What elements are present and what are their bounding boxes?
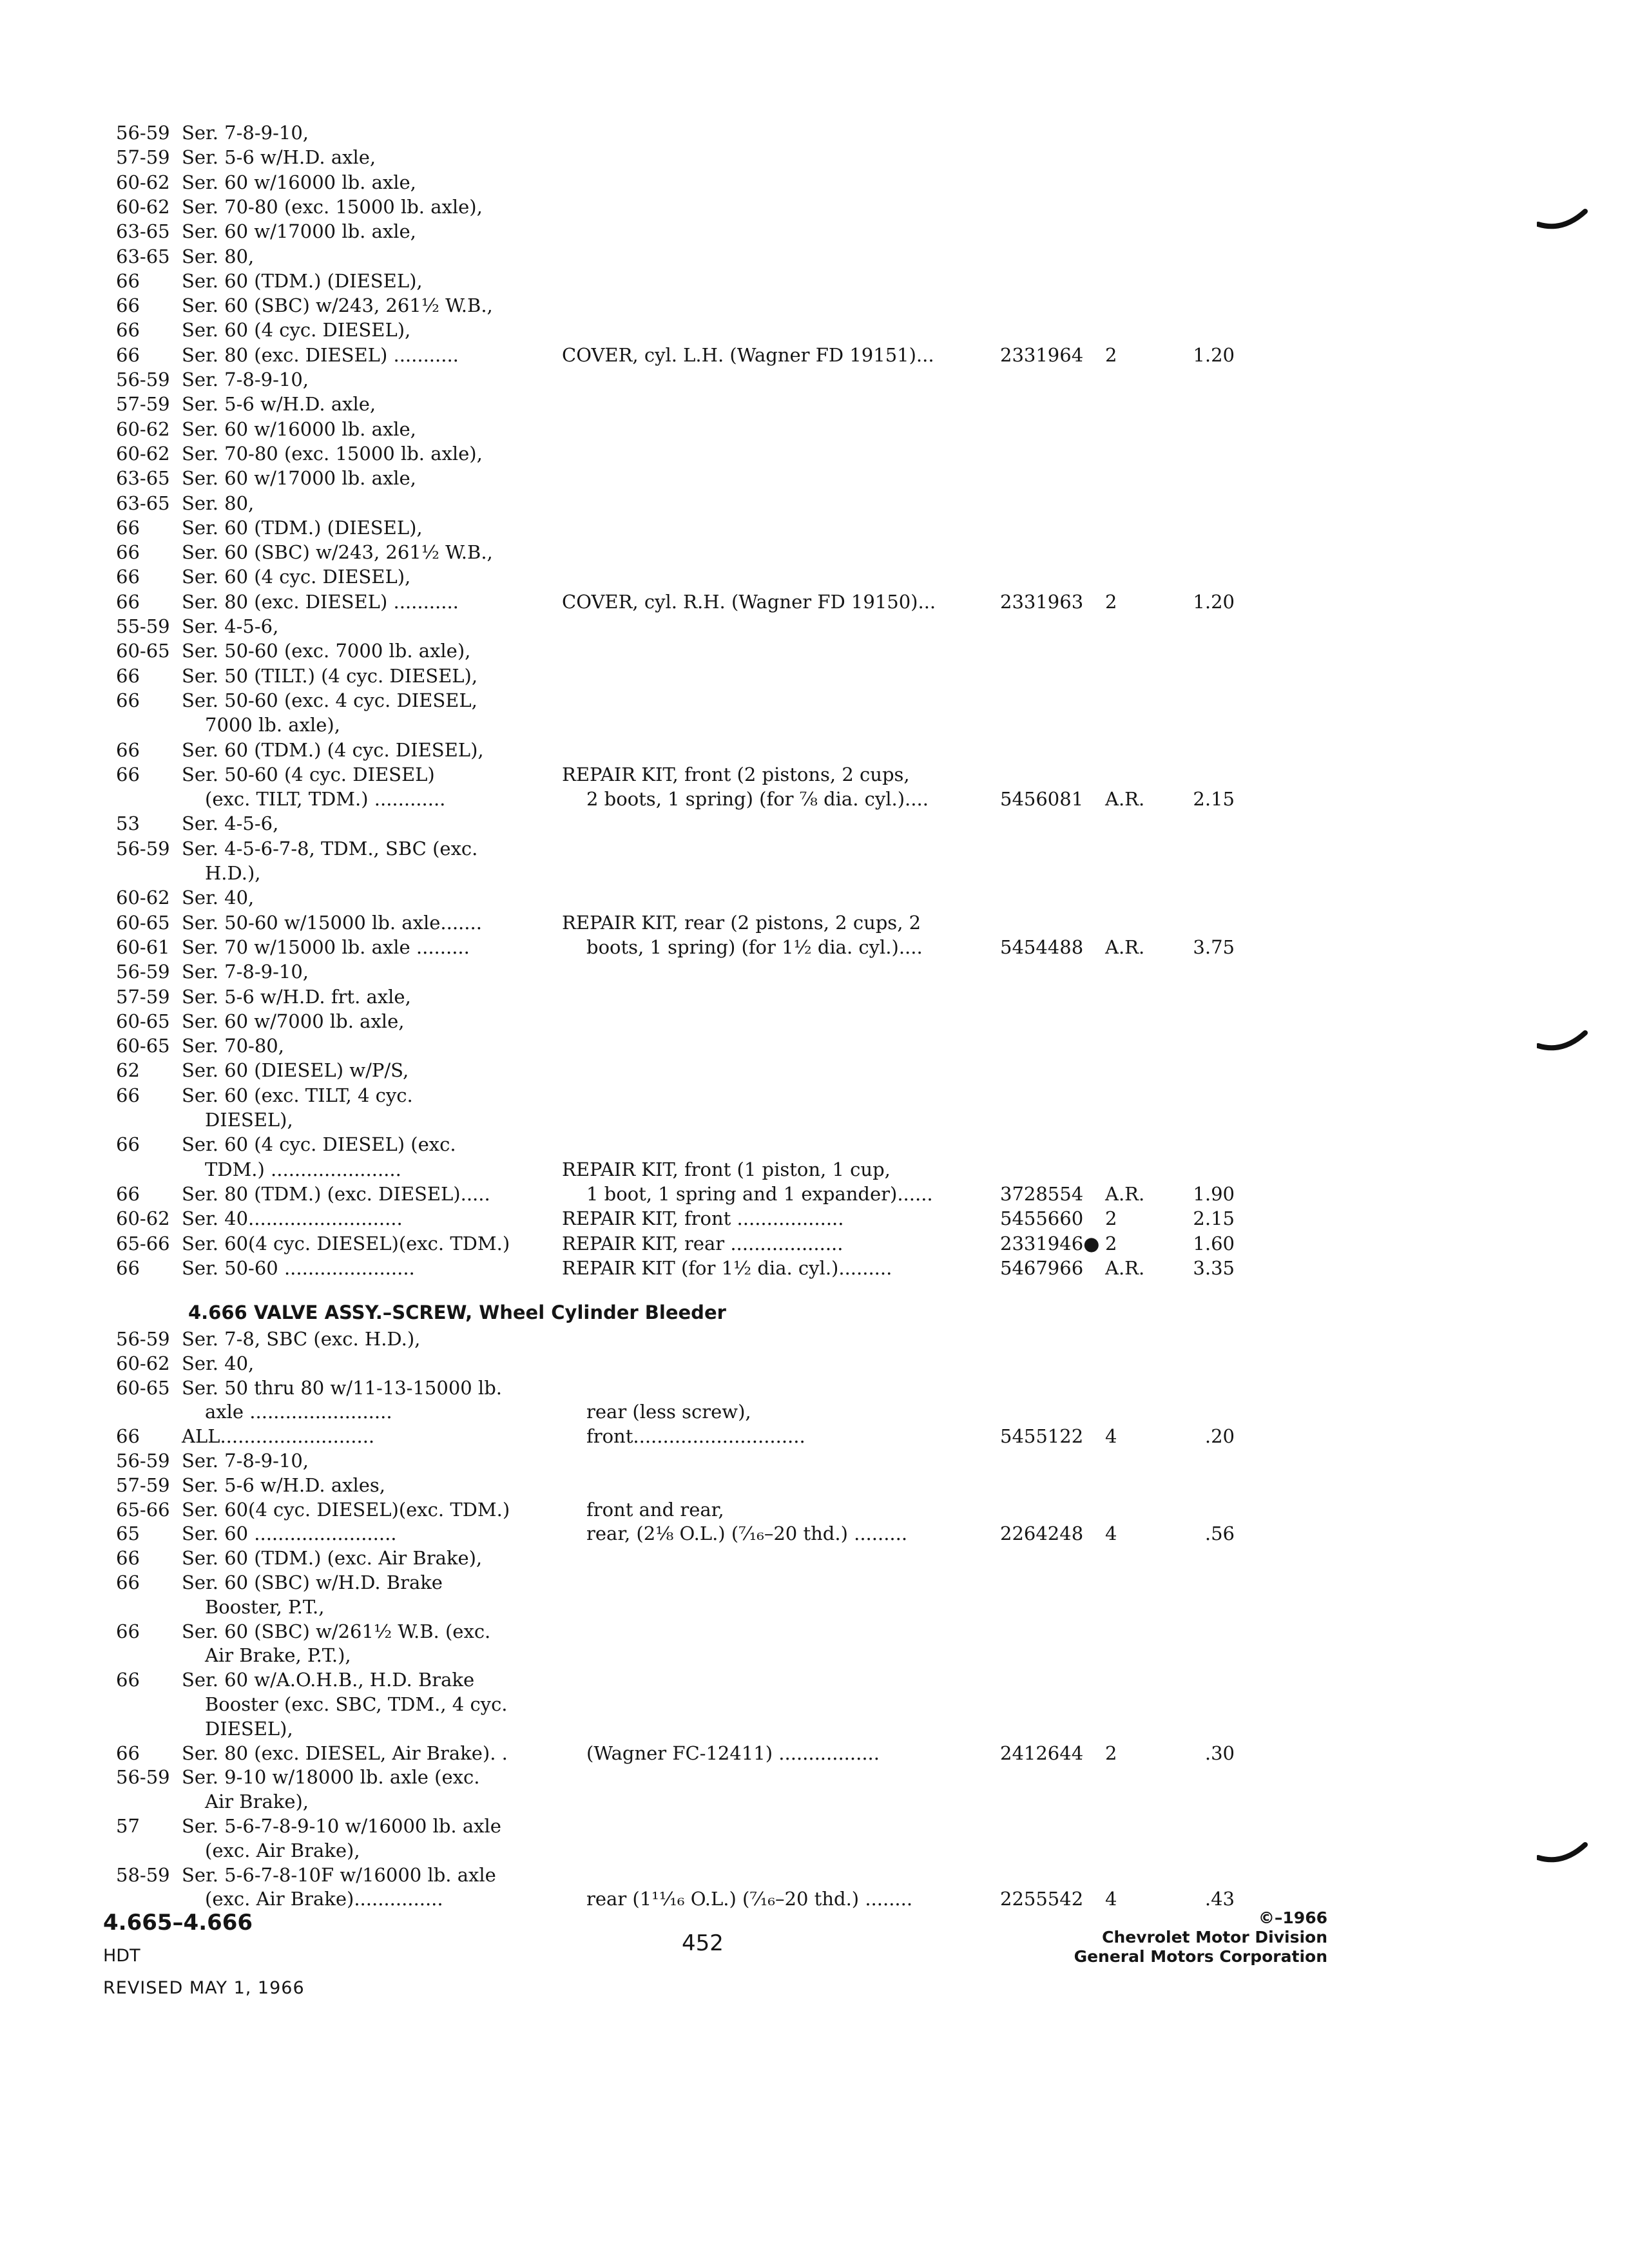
year-cell: 60-65 (116, 1376, 170, 1399)
part-number-cell: 2255542 (1000, 1888, 1084, 1910)
table-row (0, 540, 1629, 564)
application-cell: Ser. 60 (TDM.) (DIESEL), (182, 269, 423, 292)
table-row (0, 120, 1629, 145)
application-cell: axle ........................ (205, 1401, 392, 1423)
table-row (0, 170, 1629, 195)
table-row (0, 515, 1629, 540)
year-cell: 63-65 (116, 467, 170, 490)
application-cell: Ser. 80 (exc. DIESEL) ........... (182, 343, 459, 366)
year-cell: 66 (116, 1425, 140, 1448)
year-cell: 60-61 (116, 936, 170, 958)
year-cell: 56-59 (116, 1450, 170, 1472)
application-cell: (exc. Air Brake), (205, 1839, 360, 1861)
table-row (0, 392, 1629, 416)
application-cell: Air Brake), (205, 1791, 309, 1813)
part-number-cell: 2331963 (1000, 590, 1084, 613)
binder-hole-mark-3 (1537, 1840, 1588, 1872)
table-row (0, 367, 1629, 392)
year-cell: 56-59 (116, 1328, 170, 1350)
table-row (0, 614, 1629, 639)
description-cell: REPAIR KIT, front (1 piston, 1 cup, (562, 1158, 891, 1180)
application-cell: Ser. 60 (TDM.) (DIESEL), (182, 516, 423, 539)
table-row (0, 1256, 1629, 1280)
description-cell: rear, (2⅛ O.L.) (⁷⁄₁₆–20 thd.) ......... (586, 1523, 908, 1545)
table-row (0, 1838, 1629, 1863)
table-row (0, 564, 1629, 589)
application-cell: Ser. 60 w/A.O.H.B., H.D. Brake (182, 1669, 475, 1691)
table-row (0, 1473, 1629, 1497)
table-row (0, 910, 1629, 935)
copyright-year: ©–1966 (1258, 1908, 1327, 1927)
table-row (0, 1716, 1629, 1741)
price-cell: 3.75 (1193, 936, 1235, 958)
year-cell: 58-59 (116, 1863, 170, 1886)
price-cell: 1.20 (1193, 590, 1235, 613)
table-row (0, 1448, 1629, 1473)
application-cell: Ser. 60 (DIESEL) w/P/S, (182, 1059, 409, 1082)
application-cell: Ser. 70 w/15000 lb. axle ......... (182, 936, 470, 958)
year-cell: 56-59 (116, 122, 170, 144)
table-row (0, 1692, 1629, 1716)
description-cell: 2 boots, 1 spring) (for ⅞ dia. cyl.).... (586, 788, 929, 811)
year-cell: 60-62 (116, 1207, 170, 1230)
table-row (0, 688, 1629, 713)
year-cell: 65 (116, 1523, 140, 1545)
price-cell: .30 (1204, 1742, 1235, 1764)
year-cell: 62 (116, 1059, 140, 1082)
description-cell: rear (1¹¹⁄₁₆ O.L.) (⁷⁄₁₆–20 thd.) ........ (586, 1888, 913, 1910)
table-row (0, 466, 1629, 490)
year-cell: 56-59 (116, 837, 170, 860)
year-cell: 63-65 (116, 492, 170, 514)
year-cell: 66 (116, 566, 140, 588)
year-cell: 60-62 (116, 887, 170, 909)
application-cell: Ser. 60 (SBC) w/243, 261½ W.B., (182, 541, 493, 564)
application-cell: Ser. 60 w/7000 lb. axle, (182, 1010, 405, 1032)
division-name: Chevrolet Motor Division (1102, 1928, 1327, 1946)
part-number-cell: 2264248 (1000, 1523, 1084, 1545)
year-cell: 66 (116, 1742, 140, 1764)
application-cell: Ser. 7-8-9-10, (182, 961, 309, 983)
application-cell: Ser. 80 (exc. DIESEL, Air Brake). . (182, 1742, 508, 1764)
year-cell: 66 (116, 1182, 140, 1205)
table-row (0, 343, 1629, 367)
revised-date: REVISED MAY 1, 1966 (103, 1978, 305, 1998)
year-cell: 66 (116, 1620, 140, 1642)
table-row (0, 959, 1629, 984)
table-row (0, 985, 1629, 1009)
quantity-cell: 4 (1105, 1888, 1117, 1910)
table-row (0, 195, 1629, 219)
price-cell: 1.20 (1193, 343, 1235, 366)
application-cell: Ser. 5-6 w/H.D. frt. axle, (182, 985, 411, 1008)
table-row (0, 1863, 1629, 1887)
year-cell: 55-59 (116, 615, 170, 637)
description-cell: REPAIR KIT, rear (2 pistons, 2 cups, 2 (562, 911, 921, 934)
year-cell: 57-59 (116, 146, 170, 169)
application-cell: Ser. 60 (TDM.) (4 cyc. DIESEL), (182, 738, 484, 761)
table-row (0, 738, 1629, 762)
quantity-cell: A.R. (1105, 788, 1145, 811)
table-row (0, 590, 1629, 614)
application-cell: Ser. 50-60 (exc. 7000 lb. axle), (182, 640, 471, 662)
application-cell: Ser. 80 (TDM.) (exc. DIESEL)..... (182, 1182, 490, 1205)
description-cell: COVER, cyl. R.H. (Wagner FD 19150)... (562, 590, 936, 613)
year-cell: 66 (116, 294, 140, 317)
year-cell: 57-59 (116, 985, 170, 1008)
price-cell: 1.90 (1193, 1182, 1235, 1205)
description-cell: REPAIR KIT, rear ................... (562, 1232, 843, 1254)
table-row (0, 1327, 1629, 1351)
price-cell: 2.15 (1193, 1207, 1235, 1230)
table-row (0, 1206, 1629, 1231)
hdt-label: HDT (103, 1946, 140, 1966)
description-cell: COVER, cyl. L.H. (Wagner FD 19151)... (562, 343, 934, 366)
application-cell: Ser. 40.......................... (182, 1207, 403, 1230)
application-cell: Air Brake, P.T.), (205, 1644, 351, 1667)
year-cell: 56-59 (116, 369, 170, 390)
application-cell: Ser. 5-6 w/H.D. axles, (182, 1474, 385, 1496)
table-row (0, 1595, 1629, 1619)
table-row (0, 1789, 1629, 1814)
application-cell: Ser. 5-6-7-8-9-10 w/16000 lb. axle (182, 1815, 501, 1837)
binder-hole-mark-1 (1537, 206, 1588, 238)
application-cell: Ser. 7-8, SBC (exc. H.D.), (182, 1328, 421, 1350)
table-row (0, 1570, 1629, 1595)
year-cell: 60-65 (116, 1035, 170, 1057)
application-cell: Ser. 4-5-6, (182, 812, 279, 835)
quantity-cell: A.R. (1105, 936, 1145, 958)
description-cell: REPAIR KIT, front .................. (562, 1207, 844, 1230)
table-row (0, 639, 1629, 663)
application-cell: Ser. 60 w/16000 lb. axle, (182, 171, 416, 193)
table-row (0, 1765, 1629, 1789)
year-cell: 66 (116, 541, 140, 564)
table-row (0, 1546, 1629, 1570)
year-cell: 66 (116, 343, 140, 366)
quantity-cell: 2 (1105, 1207, 1117, 1230)
page-number: 452 (682, 1930, 724, 1956)
application-cell: Ser. 5-6 w/H.D. axle, (182, 393, 376, 416)
table-row (0, 1351, 1629, 1376)
table-row (0, 1667, 1629, 1692)
table-row (0, 1132, 1629, 1157)
table-row (0, 1157, 1629, 1182)
year-cell: 57-59 (116, 1474, 170, 1496)
description-cell: REPAIR KIT, front (2 pistons, 2 cups, (562, 763, 910, 785)
year-cell: 66 (116, 664, 140, 687)
year-cell: 63-65 (116, 245, 170, 267)
description-cell: rear (less screw), (586, 1401, 751, 1423)
table-row (0, 836, 1629, 861)
quantity-cell: A.R. (1105, 1182, 1145, 1205)
section-number: 4.665–4.666 (103, 1910, 253, 1936)
year-cell: 66 (116, 1571, 140, 1593)
application-cell: Ser. 60 w/17000 lb. axle, (182, 220, 416, 243)
part-number-cell: 2331946● (1000, 1232, 1100, 1254)
table-row (0, 293, 1629, 318)
part-number-cell: 5455122 (1000, 1425, 1084, 1448)
description-cell: boots, 1 spring) (for 1½ dia. cyl.).... (586, 936, 923, 958)
application-cell: Ser. 7-8-9-10, (182, 122, 309, 144)
year-cell: 66 (116, 1133, 140, 1156)
year-cell: 60-65 (116, 640, 170, 662)
application-cell: Booster, P.T., (205, 1595, 325, 1618)
price-cell: 3.35 (1193, 1256, 1235, 1279)
application-cell: Ser. 60 (TDM.) (exc. Air Brake), (182, 1547, 483, 1570)
year-cell: 57 (116, 1815, 140, 1837)
application-cell: Ser. 7-8-9-10, (182, 1450, 309, 1472)
year-cell: 60-62 (116, 1352, 170, 1374)
part-number-cell: 2412644 (1000, 1742, 1084, 1764)
table-row (0, 935, 1629, 959)
price-cell: .43 (1204, 1888, 1235, 1910)
application-cell: (exc. TILT, TDM.) ............ (205, 788, 446, 811)
application-cell: Ser. 50 (TILT.) (4 cyc. DIESEL), (182, 664, 478, 687)
application-cell: Ser. 70-80 (exc. 15000 lb. axle), (182, 442, 483, 465)
application-cell: Ser. 5-6 w/H.D. axle, (182, 146, 376, 169)
quantity-cell: 2 (1105, 1232, 1117, 1254)
application-cell: Ser. 50 thru 80 w/11-13-15000 lb. (182, 1376, 502, 1399)
table-row (0, 145, 1629, 169)
table-row (0, 1009, 1629, 1033)
table-row (0, 1424, 1629, 1448)
application-cell: TDM.) ...................... (205, 1158, 401, 1180)
part-number-cell: 5454488 (1000, 936, 1084, 958)
table-row (0, 664, 1629, 688)
table-row (0, 244, 1629, 269)
year-cell: 66 (116, 738, 140, 761)
year-cell: 66 (116, 269, 140, 292)
table-row (0, 491, 1629, 515)
year-cell: 60-62 (116, 171, 170, 193)
application-cell: 7000 lb. axle), (205, 714, 340, 736)
application-cell: Ser. 60 ........................ (182, 1523, 397, 1545)
part-number-cell: 5456081 (1000, 788, 1084, 811)
application-cell: Ser. 60 (4 cyc. DIESEL) (exc. (182, 1133, 456, 1156)
application-cell: Ser. 4-5-6-7-8, TDM., SBC (exc. (182, 837, 478, 860)
part-number-cell: 5455660 (1000, 1207, 1084, 1230)
year-cell: 60-62 (116, 418, 170, 440)
table-row (0, 885, 1629, 910)
application-cell: Ser. 50-60 (exc. 4 cyc. DIESEL, (182, 689, 477, 711)
application-cell: Ser. 60 (SBC) w/243, 261½ W.B., (182, 294, 493, 317)
year-cell: 57-59 (116, 393, 170, 416)
application-cell: Ser. 60(4 cyc. DIESEL)(exc. TDM.) (182, 1232, 510, 1254)
application-cell: Booster (exc. SBC, TDM., 4 cyc. (205, 1693, 508, 1715)
application-cell: Ser. 4-5-6, (182, 615, 279, 637)
year-cell: 60-62 (116, 195, 170, 218)
year-cell: 66 (116, 1669, 140, 1691)
table-row (0, 1376, 1629, 1400)
year-cell: 66 (116, 763, 140, 785)
year-cell: 66 (116, 319, 140, 341)
quantity-cell: 4 (1105, 1425, 1117, 1448)
quantity-cell: A.R. (1105, 1256, 1145, 1279)
table-row (0, 1643, 1629, 1667)
application-cell: Ser. 50-60 ...................... (182, 1256, 415, 1279)
application-cell: Ser. 60 (SBC) w/261½ W.B. (exc. (182, 1620, 491, 1642)
application-cell: Ser. 50-60 (4 cyc. DIESEL) (182, 763, 435, 785)
application-cell: H.D.), (205, 862, 261, 884)
year-cell: 53 (116, 812, 140, 835)
corporation-name: General Motors Corporation (1074, 1947, 1327, 1966)
part-number-cell: 3728554 (1000, 1182, 1084, 1205)
table-row (0, 811, 1629, 836)
year-cell: 66 (116, 689, 140, 711)
quantity-cell: 4 (1105, 1523, 1117, 1545)
application-cell: Ser. 80, (182, 492, 255, 514)
quantity-cell: 2 (1105, 590, 1117, 613)
year-cell: 56-59 (116, 1766, 170, 1789)
year-cell: 66 (116, 1547, 140, 1570)
table-row (0, 1497, 1629, 1522)
table-row (0, 1399, 1629, 1424)
application-cell: Ser. 60 (SBC) w/H.D. Brake (182, 1571, 443, 1593)
application-cell: ALL.......................... (182, 1425, 375, 1448)
quantity-cell: 2 (1105, 1742, 1117, 1764)
year-cell: 66 (116, 590, 140, 613)
table-row (0, 1083, 1629, 1108)
year-cell: 66 (116, 516, 140, 539)
application-cell: Ser. 60 w/17000 lb. axle, (182, 467, 416, 490)
table-row (0, 1033, 1629, 1058)
application-cell: Ser. 80 (exc. DIESEL) ........... (182, 590, 459, 613)
year-cell: 65-66 (116, 1498, 170, 1521)
application-cell: Ser. 50-60 w/15000 lb. axle....... (182, 911, 482, 934)
application-cell: Ser. 40, (182, 1352, 255, 1374)
table-row (0, 713, 1629, 737)
table-row (0, 269, 1629, 293)
table-row (0, 1521, 1629, 1546)
year-cell: 63-65 (116, 220, 170, 243)
application-cell: Ser. 40, (182, 887, 255, 909)
part-number-cell: 5467966 (1000, 1256, 1084, 1279)
price-cell: 1.60 (1193, 1232, 1235, 1254)
quantity-cell: 2 (1105, 343, 1117, 366)
table-row (0, 1231, 1629, 1256)
description-cell: (Wagner FC-12411) ................. (586, 1742, 880, 1764)
year-cell: 65-66 (116, 1232, 170, 1254)
description-cell: REPAIR KIT (for 1½ dia. cyl.)......... (562, 1256, 892, 1279)
year-cell: 60-65 (116, 911, 170, 934)
application-cell: Ser. 70-80, (182, 1035, 284, 1057)
table-row (0, 1741, 1629, 1765)
section-heading: 4.666 VALVE ASSY.–SCREW, Wheel Cylinder Bleeder (188, 1302, 726, 1323)
table-row (0, 1182, 1629, 1206)
price-cell: .20 (1204, 1425, 1235, 1448)
application-cell: Ser. 9-10 w/18000 lb. axle (exc. (182, 1766, 480, 1789)
table-row (0, 787, 1629, 811)
binder-hole-mark-2 (1537, 1028, 1588, 1060)
application-cell: Ser. 60(4 cyc. DIESEL)(exc. TDM.) (182, 1498, 510, 1521)
application-cell: Ser. 60 (4 cyc. DIESEL), (182, 566, 411, 588)
application-cell: (exc. Air Brake)............... (205, 1888, 443, 1910)
table-row (0, 1619, 1629, 1644)
year-cell: 66 (116, 1084, 140, 1106)
application-cell: Ser. 5-6-7-8-10F w/16000 lb. axle (182, 1863, 496, 1886)
year-cell: 60-62 (116, 442, 170, 465)
table-row (0, 1058, 1629, 1082)
application-cell: Ser. 70-80 (exc. 15000 lb. axle), (182, 195, 483, 218)
application-cell: Ser. 60 w/16000 lb. axle, (182, 418, 416, 440)
table-row (0, 219, 1629, 244)
description-cell: front and rear, (586, 1498, 724, 1521)
application-cell: DIESEL), (205, 1717, 293, 1740)
table-row (0, 1887, 1629, 1911)
description-cell: 1 boot, 1 spring and 1 expander)...... (586, 1182, 933, 1205)
year-cell: 56-59 (116, 961, 170, 983)
price-cell: .56 (1204, 1523, 1235, 1545)
description-cell: front............................. (586, 1425, 805, 1448)
application-cell: Ser. 60 (exc. TILT, 4 cyc. (182, 1084, 413, 1106)
application-cell: Ser. 80, (182, 245, 255, 267)
table-row (0, 1108, 1629, 1132)
part-number-cell: 2331964 (1000, 343, 1084, 366)
application-cell: Ser. 60 (4 cyc. DIESEL), (182, 319, 411, 341)
copyright-block (1074, 1908, 1327, 1966)
table-row (0, 1814, 1629, 1838)
price-cell: 2.15 (1193, 788, 1235, 811)
application-cell: Ser. 7-8-9-10, (182, 369, 309, 390)
year-cell: 66 (116, 1256, 140, 1279)
application-cell: DIESEL), (205, 1109, 293, 1131)
year-cell: 60-65 (116, 1010, 170, 1032)
table-row (0, 762, 1629, 787)
table-row (0, 417, 1629, 441)
table-row (0, 861, 1629, 885)
table-row (0, 441, 1629, 466)
table-row (0, 318, 1629, 342)
